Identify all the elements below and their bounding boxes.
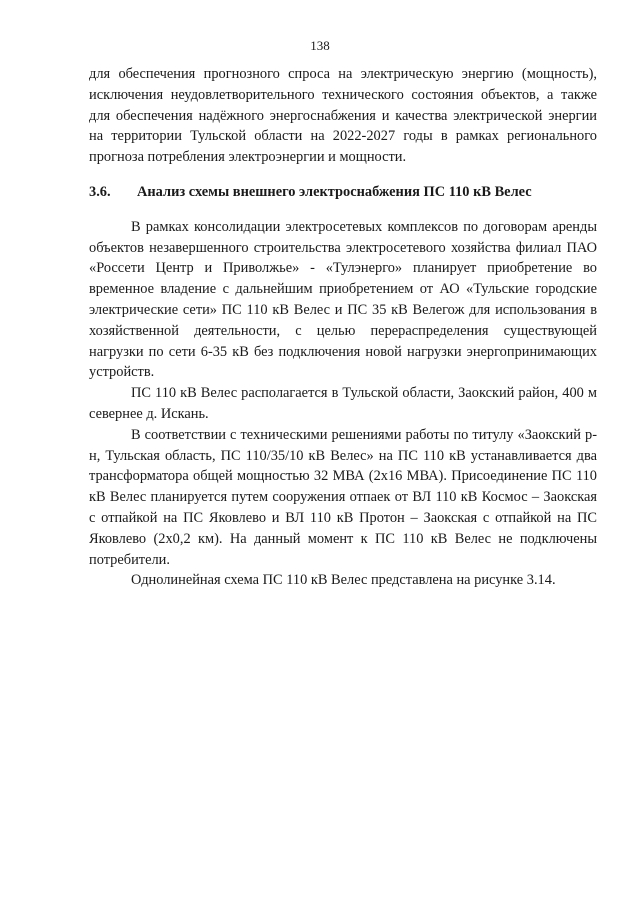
section-title: Анализ схемы внешнего электроснабжения ПС 110 кВ Велес <box>137 183 532 200</box>
document-body <box>89 64 597 591</box>
paragraph-figure-reference: Однолинейная схема ПС 110 кВ Велес представлена на рисунке 3.14. <box>131 572 556 589</box>
section-heading <box>89 182 597 203</box>
section-number: 3.6. <box>89 183 111 200</box>
paragraph-continuation: для обеспечения прогнозного спроса на электрическую энергию (мощность), исключения неудовлетворительного технического состояния объектов, а также для обеспечения надёжного энергоснабжения и качества электрической энергии на территории Тульской области на 2022-2027 годы в рамках регионального прогноза потребления электроэнергии и мощности. <box>89 66 597 166</box>
paragraph-location: ПС 110 кВ Велес располагается в Тульской области, Заокский район, 400 м севернее д. Искань. <box>89 385 597 422</box>
page-number: 138 <box>310 38 330 53</box>
paragraph-technical-solutions: В соответствии с техническими решениями работы по титулу «Заокский р-н, Тульская область, ПС 110/35/10 кВ Велес» на ПС 110 кВ устанавливается два трансформатора общей мощностью 32 МВА (2х16 МВА). Присоединение ПС 110 кВ Велес планируется путем сооружения отпаек от ВЛ 110 кВ Космос – Заокская с отпайкой на ПС Яковлево и ВЛ 110 кВ Протон – Заокская с отпайкой на ПС Яковлево (2х0,2 км). На данный момент к ПС 110 кВ Велес не подключены потребители. <box>89 426 597 568</box>
paragraph-consolidation: В рамках консолидации электросетевых комплексов по договорам аренды объектов незавершенного строительства электросетевого хозяйства филиал ПАО «Россети Центр и Приволжье» - «Тулэнерго» планирует приобретение во временное владение с дальнейшим приобретением от АО «Тульские городские электрические сети» ПС 110 кВ Велес и ПС 35 кВ Велегож для использования в хозяйственной деятельности, с целью перераспределения существующей нагрузки по сети 6-35 кВ без подключения новой нагрузки энергопринимающих устройств. <box>89 218 597 381</box>
